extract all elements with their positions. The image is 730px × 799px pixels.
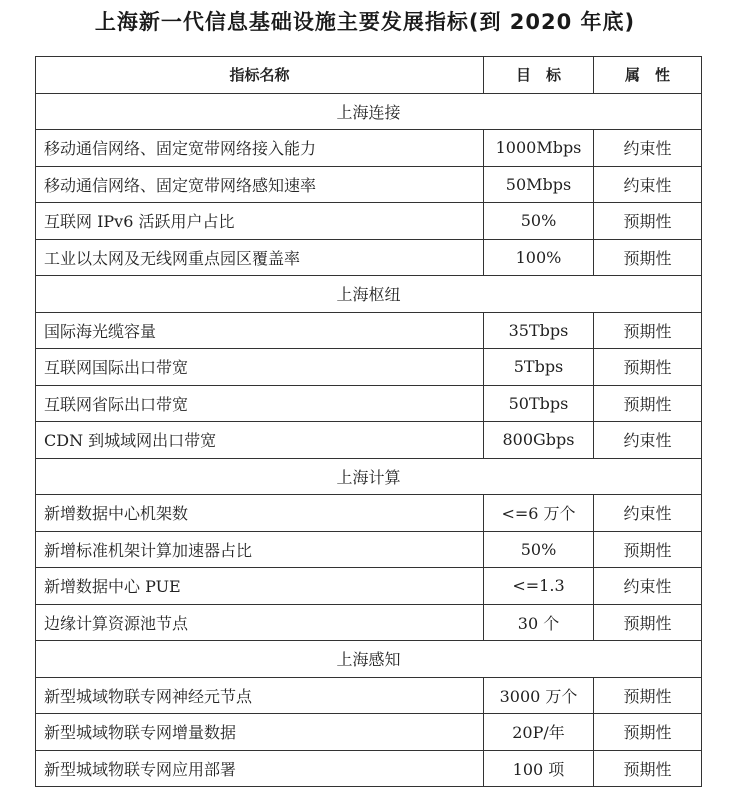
header-name: 指标名称 xyxy=(36,57,484,94)
indicator-name: 互联网省际出口带宽 xyxy=(36,385,484,422)
indicator-attr: 约束性 xyxy=(594,166,702,203)
indicator-target: 50Tbps xyxy=(484,385,594,422)
section-title: 上海感知 xyxy=(36,641,702,678)
table-row xyxy=(36,495,702,532)
indicator-name: 新增数据中心机架数 xyxy=(36,495,484,532)
indicator-target: 35Tbps xyxy=(484,312,594,349)
indicator-attr: 预期性 xyxy=(594,349,702,386)
indicator-attr: 预期性 xyxy=(594,677,702,714)
indicator-attr: 预期性 xyxy=(594,312,702,349)
table-body xyxy=(36,93,702,787)
indicator-name: 新型城域物联专网增量数据 xyxy=(36,714,484,751)
table-row xyxy=(36,166,702,203)
indicator-target: 100 项 xyxy=(484,750,594,787)
section-row xyxy=(36,93,702,130)
section-title: 上海枢纽 xyxy=(36,276,702,313)
section-row xyxy=(36,276,702,313)
table-row xyxy=(36,750,702,787)
header-attr: 属 性 xyxy=(594,57,702,94)
section-title: 上海计算 xyxy=(36,458,702,495)
table-row xyxy=(36,714,702,751)
indicator-target: 20P/年 xyxy=(484,714,594,751)
indicator-name: 新型城域物联专网神经元节点 xyxy=(36,677,484,714)
table-row xyxy=(36,239,702,276)
table-row xyxy=(36,203,702,240)
indicator-attr: 预期性 xyxy=(594,531,702,568)
indicator-target: <=6 万个 xyxy=(484,495,594,532)
indicator-target: 30 个 xyxy=(484,604,594,641)
indicator-target: 50% xyxy=(484,531,594,568)
table-row xyxy=(36,385,702,422)
indicator-name: 移动通信网络、固定宽带网络接入能力 xyxy=(36,130,484,167)
indicator-name: 新型城域物联专网应用部署 xyxy=(36,750,484,787)
indicator-attr: 约束性 xyxy=(594,422,702,459)
table-row xyxy=(36,130,702,167)
table-row xyxy=(36,677,702,714)
indicator-target: <=1.3 xyxy=(484,568,594,605)
indicator-attr: 约束性 xyxy=(594,495,702,532)
indicator-name: 新增标准机架计算加速器占比 xyxy=(36,531,484,568)
table-row xyxy=(36,422,702,459)
table-row xyxy=(36,312,702,349)
indicator-target: 100% xyxy=(484,239,594,276)
indicator-target: 1000Mbps xyxy=(484,130,594,167)
indicator-attr: 预期性 xyxy=(594,239,702,276)
table-row xyxy=(36,349,702,386)
indicator-target: 3000 万个 xyxy=(484,677,594,714)
indicator-attr: 预期性 xyxy=(594,750,702,787)
section-row xyxy=(36,641,702,678)
indicator-attr: 预期性 xyxy=(594,385,702,422)
indicator-name: CDN 到城域网出口带宽 xyxy=(36,422,484,459)
header-target: 目 标 xyxy=(484,57,594,94)
indicator-attr: 预期性 xyxy=(594,714,702,751)
indicator-target: 5Tbps xyxy=(484,349,594,386)
indicator-attr: 预期性 xyxy=(594,604,702,641)
indicator-target: 50Mbps xyxy=(484,166,594,203)
indicator-target: 50% xyxy=(484,203,594,240)
indicators-table xyxy=(35,56,702,787)
table-row xyxy=(36,531,702,568)
indicator-attr: 预期性 xyxy=(594,203,702,240)
indicator-name: 边缘计算资源池节点 xyxy=(36,604,484,641)
indicator-attr: 约束性 xyxy=(594,568,702,605)
indicator-attr: 约束性 xyxy=(594,130,702,167)
section-title: 上海连接 xyxy=(36,93,702,130)
indicator-name: 工业以太网及无线网重点园区覆盖率 xyxy=(36,239,484,276)
page-title: 上海新一代信息基础设施主要发展指标(到 2020 年底) xyxy=(94,10,636,34)
indicator-name: 互联网 IPv6 活跃用户占比 xyxy=(36,203,484,240)
table-row xyxy=(36,568,702,605)
section-row xyxy=(36,458,702,495)
indicator-name: 国际海光缆容量 xyxy=(36,312,484,349)
table-row xyxy=(36,604,702,641)
indicator-name: 新增数据中心 PUE xyxy=(36,568,484,605)
indicator-name: 移动通信网络、固定宽带网络感知速率 xyxy=(36,166,484,203)
indicator-name: 互联网国际出口带宽 xyxy=(36,349,484,386)
indicator-target: 800Gbps xyxy=(484,422,594,459)
table-header-row xyxy=(36,57,702,94)
